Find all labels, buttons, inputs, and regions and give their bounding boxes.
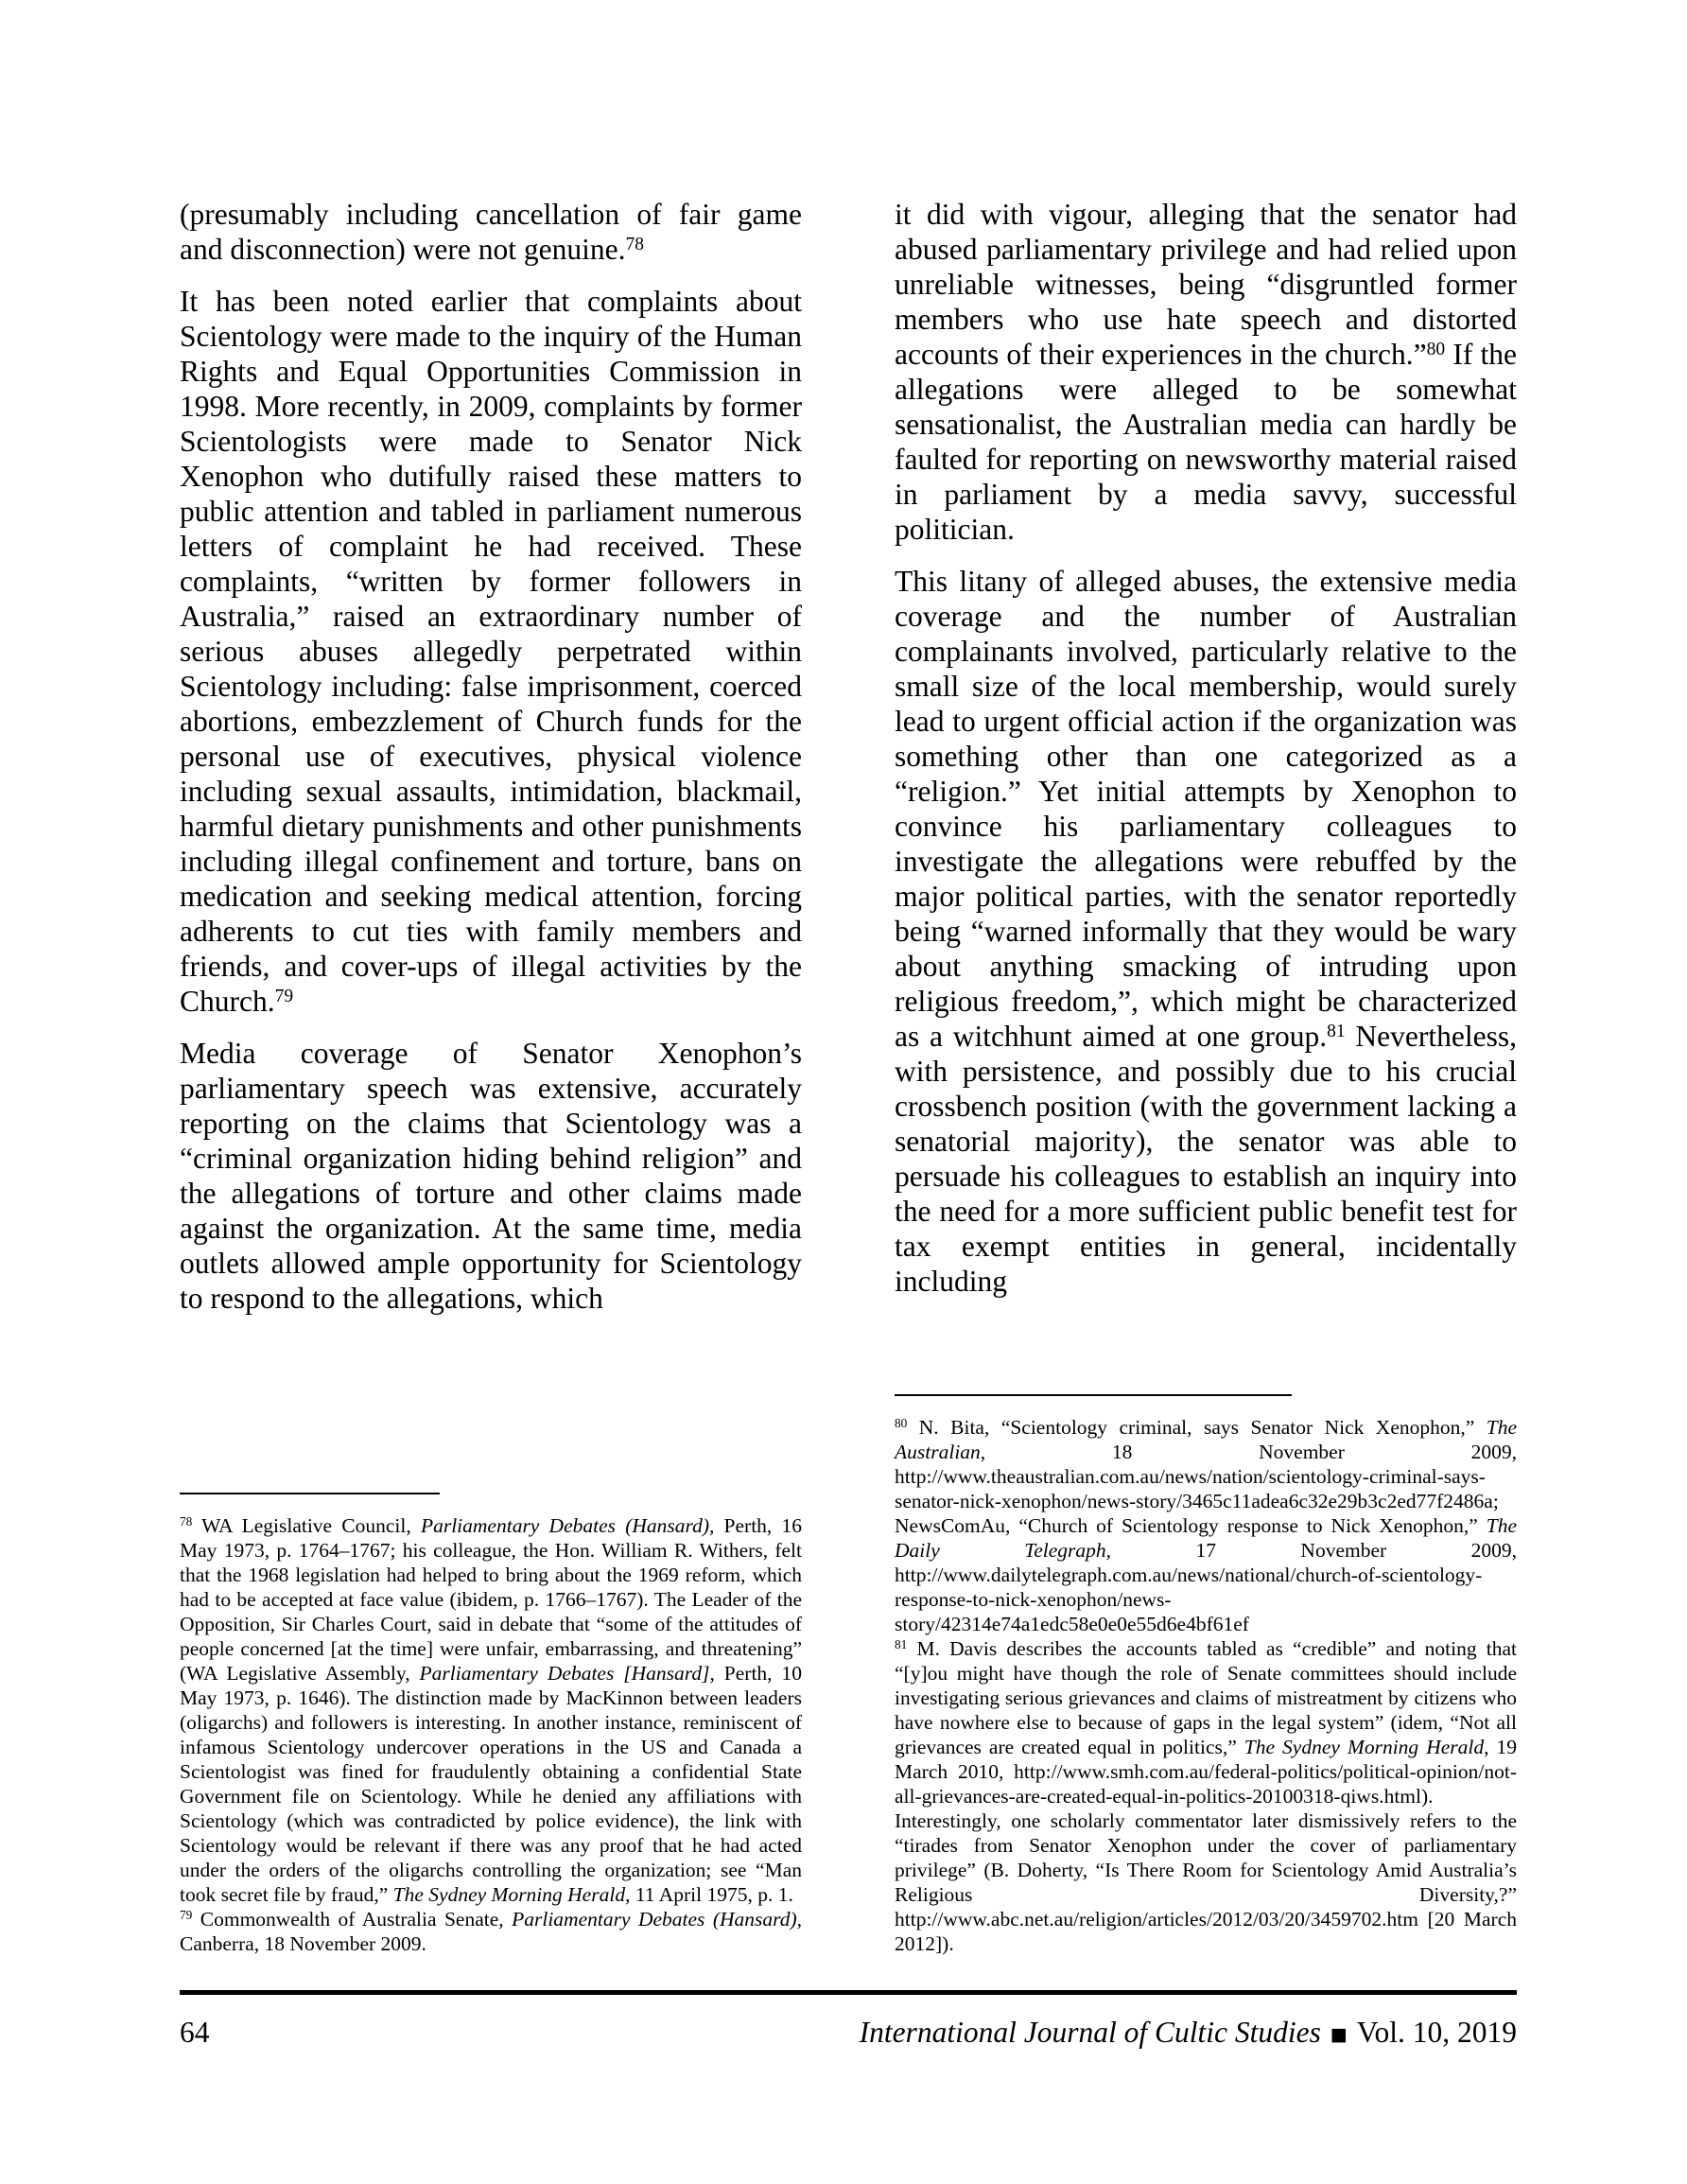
text-segment: N. Bita, “Scientology criminal, says Senator Nick Xenophon,” — [907, 1416, 1487, 1439]
text-segment: Commonwealth of Australia Senate, — [192, 1908, 513, 1931]
footnote-separator — [180, 1493, 440, 1494]
text-segment: Media coverage of Senator Xenophon’s parliamentary speech was extensive, accurately reporting on the claims that Scientology was a “criminal organization hiding behind religion” and the allegations of torture and other claims made against the organization. At the same time, media outlets allowed ample opportunity for Scientology to respond to the allegations, which — [180, 1037, 802, 1315]
text-segment: It has been noted earlier that complaints about Scientology were made to the inquiry of the Human Rights and Equal Opportunities Commission in 1998. More recently, in 2009, complaints by former Scientologists were made to Senator Nick Xenophon who dutifully raised these matters to public attention and tabled in parliament numerous letters of complaint he had received. These complaints, “written by former followers in Australia,” raised an extraordinary number of serious abuses allegedly perpetrated within Scientology including: false imprisonment, coerced abortions, embezzlement of Church funds for the personal use of executives, physical violence including sexual assaults, intimidation, blackmail, harmful dietary punishments and other punishments including illegal confinement and torture, bans on medication and seeking medical attention, forcing adherents to cut ties with family members and friends, and cover-ups of illegal activities by the Church. — [180, 285, 802, 1018]
text-segment: , Perth, 10 May 1973, p. 1646). The distinction made by MacKinnon between leaders (oligarchs) and followers is interesting. In another instance, reminiscent of infamous Scientology undercover operations in the US and Canada a Scientologist was fined for fraudulently obtaining a confidential State Government file on Scientology. While he denied any affiliations with Scientology (which was contradicted by police evidence), the link with Scientology would be relevant if there was any proof that he had acted under the orders of the oligarchs controlling the organization; see “Man took secret file by fraud,” — [180, 1662, 802, 1906]
page-content — [180, 197, 1517, 1956]
footnote-marker: 81 — [1327, 1022, 1346, 1042]
footnote-marker: 78 — [625, 235, 644, 255]
text-segment: Parliamentary Debates (Hansard), — [420, 1514, 715, 1537]
footnote-marker: 79 — [180, 1908, 193, 1923]
body-paragraph-1 — [180, 197, 802, 267]
body-paragraph-4 — [895, 197, 1517, 547]
left-footnotes — [180, 1493, 802, 1956]
text-segment: , 19 March 2010, http://www.smh.com.au/federal-politics/political-opinion/not-all-grievances-are-created-equal-in-politics-20100318-qiws.html). Interestingly, one scholarly commentator later dismissively refers to the “tirades from Senator Xenophon under the cover of parliamentary privilege” (B. Doherty, “Is There Room for Scientology Amid Australia’s Religious Diversity,?” http://www.abc.net.au/religion/articles/2012/03/20/3459702.htm [20 March 2012]). — [895, 1736, 1517, 1955]
footnote-marker: 81 — [895, 1637, 908, 1652]
footnote-marker: 80 — [895, 1416, 908, 1431]
footnote-80 — [895, 1415, 1517, 1636]
text-segment: If the allegations were alleged to be somewhat sensationalist, the Australian media can hardly be faulted for reporting on newsworthy material raised in parliament by a media savvy, successful politician. — [895, 338, 1517, 546]
footnote-78 — [180, 1513, 802, 1907]
body-paragraph-5 — [895, 564, 1517, 1299]
body-paragraph-2 — [180, 284, 802, 1019]
text-segment: The Daily Telegraph, — [895, 1514, 1517, 1562]
left-column-body — [180, 197, 802, 1316]
page-footer — [180, 2015, 1517, 2054]
footer-rule — [180, 1990, 1517, 1995]
footnote-separator — [895, 1394, 1292, 1396]
right-footnotes — [895, 1394, 1517, 1956]
text-segment: The Sydney Morning Herald — [392, 1883, 626, 1906]
volume-info: Vol. 10, 2019 — [1356, 2016, 1517, 2049]
text-segment: This litany of alleged abuses, the extensive media coverage and the number of Australian complainants involved, particularly relative to the small size of the local membership, would surely lead to urgent official action if the organization was something other than one categorized as a “religion.” Yet initial attempts by Xenophon to convince his parliamentary colleagues to investigate the allegations were rebuffed by the major political parties, with the senator reportedly being “warned informally that they would be wary about anything smacking of intruding upon religious freedom,”, which might be characterized as a witchhunt aimed at one group. — [895, 565, 1517, 1053]
footnote-81 — [895, 1636, 1517, 1956]
text-segment: The Australian — [895, 1416, 1517, 1463]
footnote-marker: 78 — [180, 1514, 193, 1529]
body-paragraph-3 — [180, 1036, 802, 1316]
right-column-body — [895, 197, 1517, 1299]
square-separator-icon: ■ — [1330, 2024, 1348, 2045]
text-segment: M. Davis describes the accounts tabled as “credible” and noting that “[y]ou might have though the role of Senate committees should include investigating serious grievances and claims of mistreatment by citizens who have nowhere else to because of gaps in the legal system” (idem, “Not all grievances are created equal in politics,” — [895, 1637, 1517, 1758]
footnote-79 — [180, 1907, 802, 1956]
journal-citation — [860, 2015, 1517, 2054]
text-segment: Canberra, 18 November 2009. — [180, 1932, 426, 1955]
right-column — [895, 197, 1517, 1956]
text-segment: WA Legislative Council, — [192, 1514, 421, 1537]
text-segment: The Sydney Morning Herald — [1244, 1736, 1485, 1758]
left-column — [180, 197, 802, 1956]
text-segment: 17 November 2009, http://www.dailytelegraph.com.au/news/national/church-of-scientology-response-to-nick-xenophon/news-story/42314e74a1edc58e0e0e55d6e4bf61ef — [895, 1539, 1517, 1635]
text-segment: Parliamentary Debates [Hansard] — [419, 1662, 710, 1685]
text-segment: it did with vigour, alleging that the senator had abused parliamentary privilege and had relied upon unreliable witnesses, being “disgruntled former members who use hate speech and distorted accounts of their experiences in the church.” — [895, 198, 1517, 371]
footnote-marker: 79 — [274, 987, 294, 1007]
text-segment: Parliamentary Debates (Hansard), — [512, 1908, 803, 1931]
text-segment: Nevertheless, with persistence, and possibly due to his crucial crossbench position (with the government lacking a senatorial majority), the senator was able to persuade his colleagues to establish an inquiry into the need for a more sufficient public benefit test for tax exempt entities in general, incidentally including — [895, 1020, 1517, 1298]
footnote-marker: 80 — [1426, 340, 1446, 360]
text-segment: , 11 April 1975, p. 1. — [625, 1883, 793, 1906]
journal-title: International Journal of Cultic Studies — [859, 2016, 1321, 2049]
page-number: 64 — [180, 2016, 210, 2049]
text-segment: Perth, 16 May 1973, p. 1764–1767; his colleague, the Hon. William R. Withers, felt that the 1968 legislation had helped to bring about the 1969 reform, which had to be accepted at face value (ibidem, p. 1766–1767). The Leader of the Opposition, Sir Charles Court, said in debate that “some of the attitudes of people concerned [at the time] were unfair, embarrassing, and threatening” (WA Legislative Assembly, — [180, 1514, 803, 1685]
text-segment: (presumably including cancellation of fair game and disconnection) were not genuine. — [180, 198, 802, 266]
text-segment: , 18 November 2009, http://www.theaustralian.com.au/news/nation/scientology-criminal-says-senator-nick-xenophon/news-story/3465c11adea6c32e29b3c2ed77f2486a; NewsComAu, “Church of Scientology response to Nick Xenophon,” — [895, 1441, 1517, 1537]
